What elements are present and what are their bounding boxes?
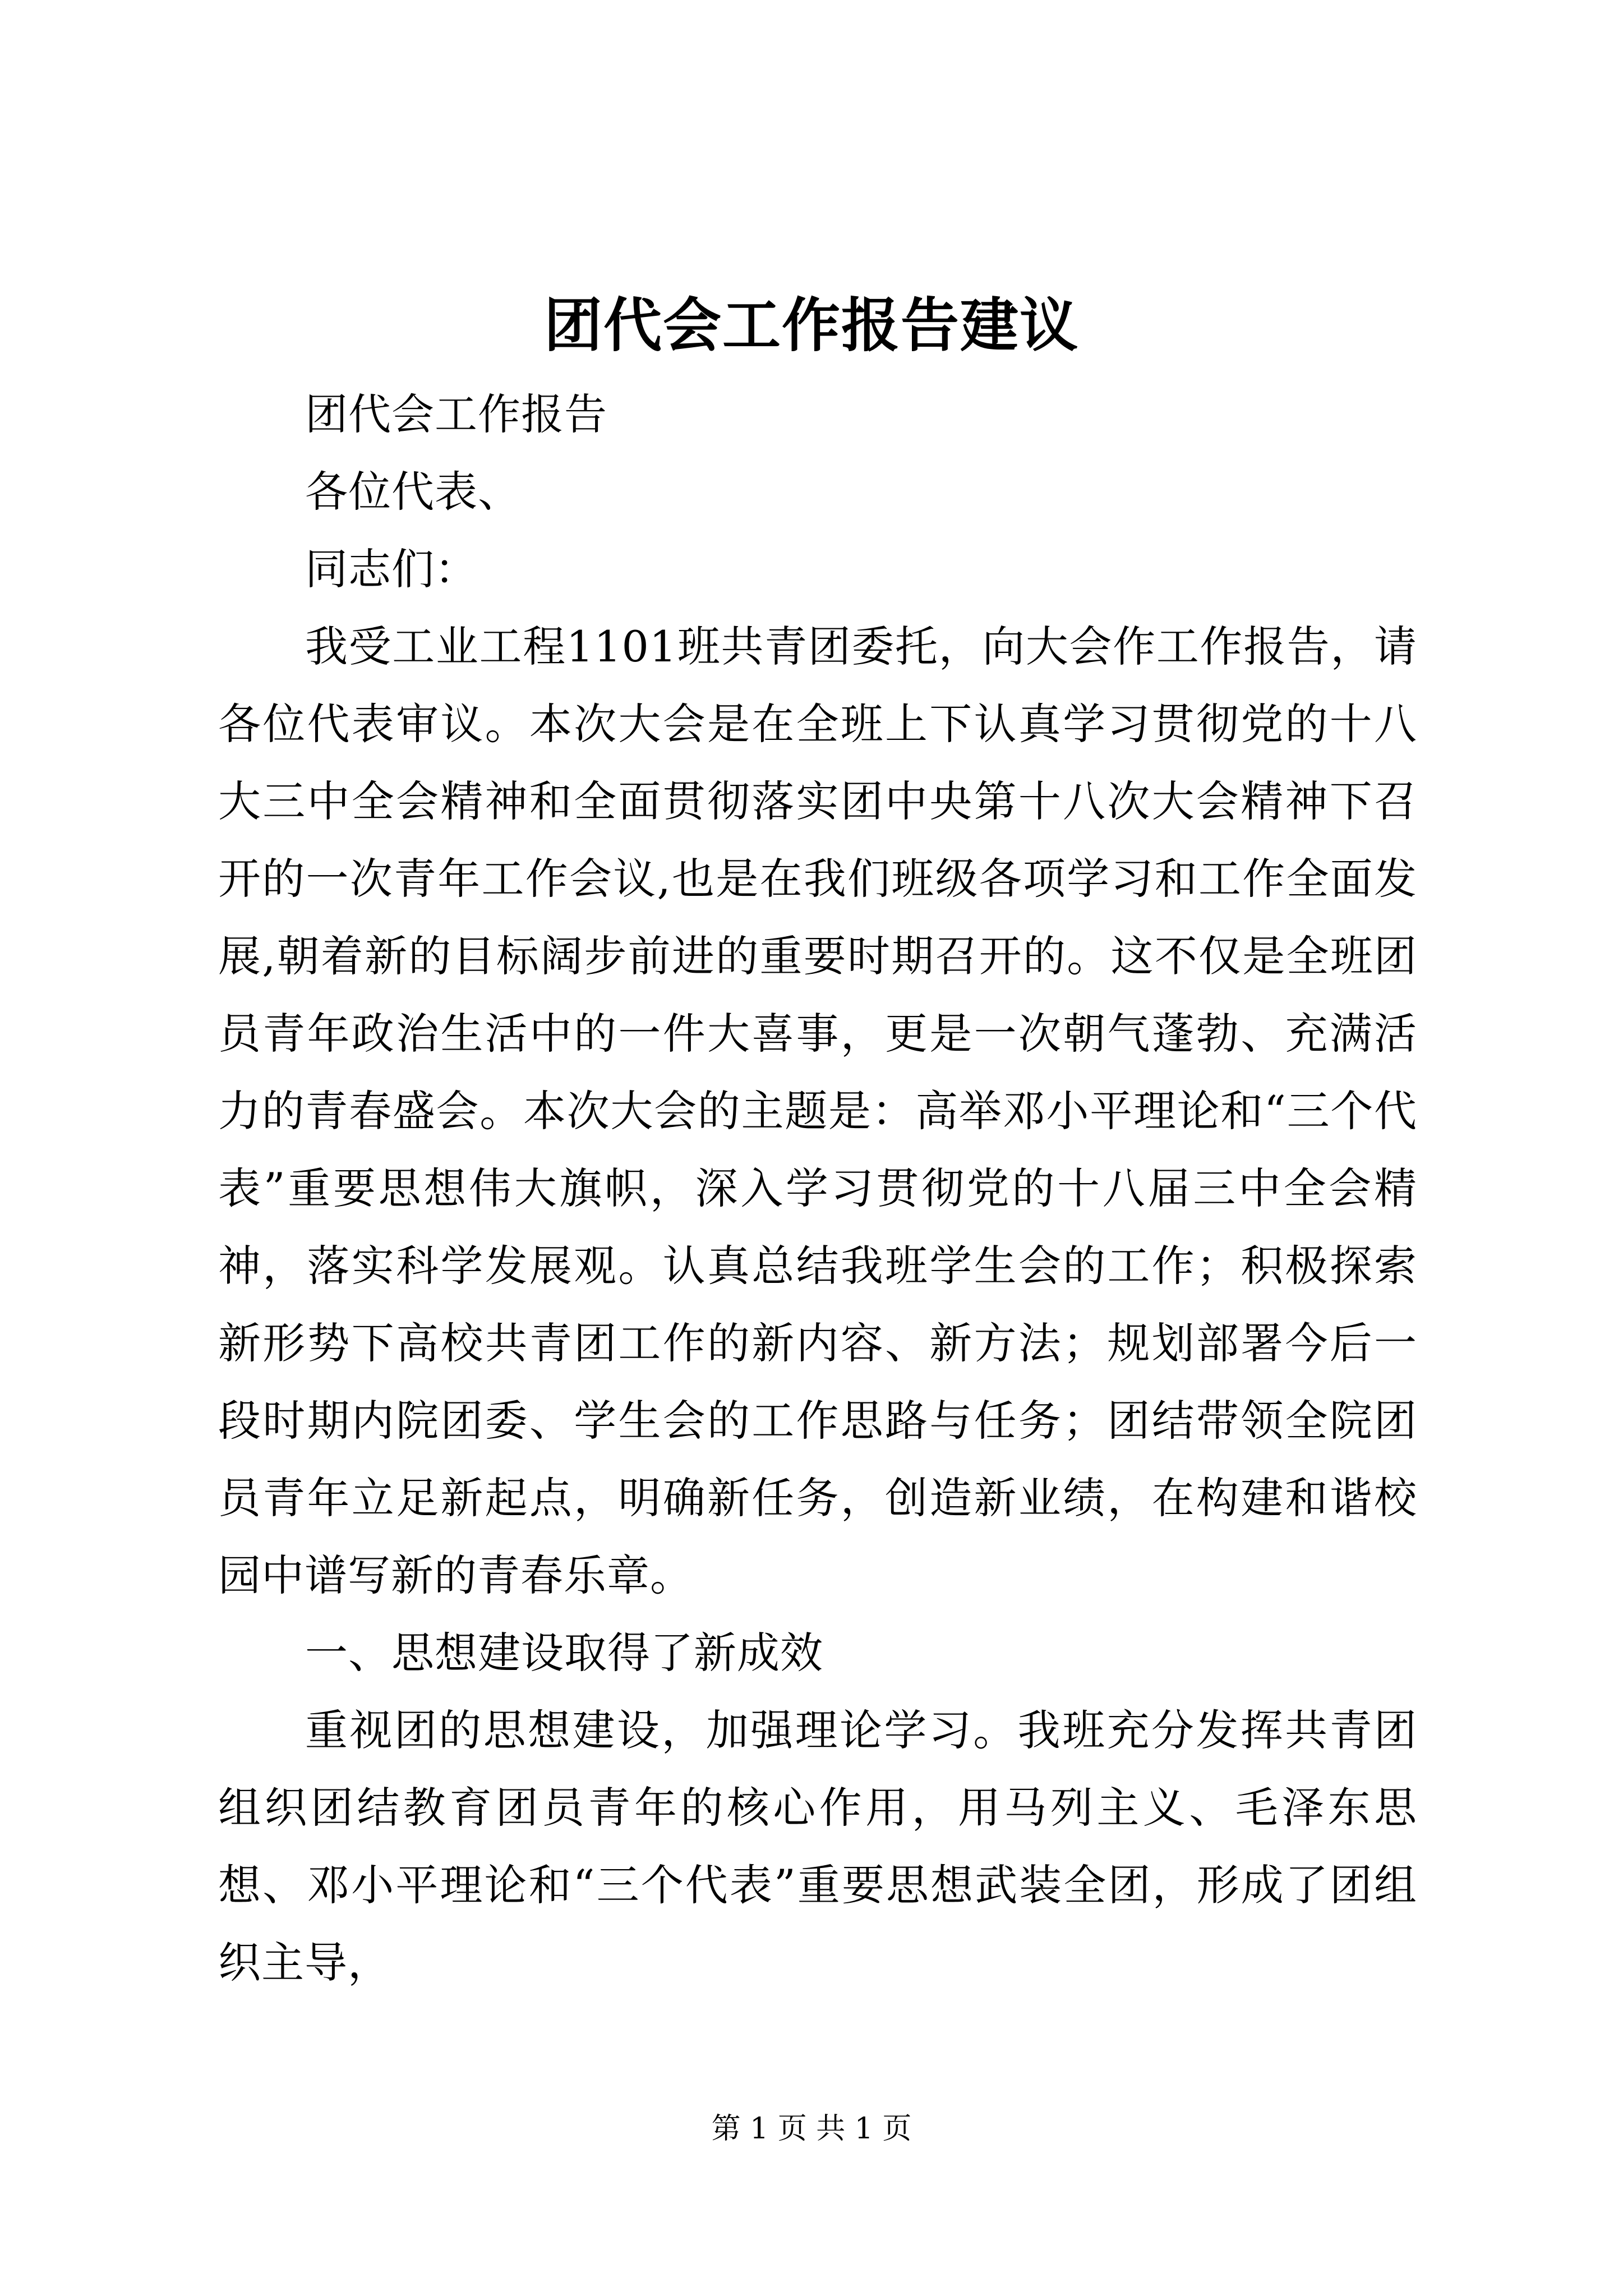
- body-paragraph: 各位代表、: [305, 467, 521, 517]
- document-title: 团代会工作报告建议: [543, 291, 1079, 360]
- document-body: [218, 376, 1417, 2001]
- body-paragraph: 重视团的思想建设，加强理论学习。我班充分发挥共青团组织团结教育团员青年的核心作用，用马列主义、毛泽东思想、邓小平理论和“三个代表”重要思想武装全团，形成了团组织主导，: [218, 1705, 1417, 1987]
- page-footer: 第 1 页 共 1 页: [711, 2112, 912, 2146]
- body-paragraph: 我受工业工程1101班共青团委托，向大会作工作报告，请各位代表审议。本次大会是在全班上下认真学习贯彻党的十八大三中全会精神和全面贯彻落实团中央第十八次大会精神下召开的一次青年工作会议,也是在我们班级各项学习和工作全面发展,朝着新的目标阔步前进的重要时期召开的。这不仅是全班团员青年政治生活中的一件大喜事，更是一次朝气蓬勃、充满活力的青春盛会。本次大会的主题是：高举邓小平理论和“三个代表”重要思想伟大旗帜，深入学习贯彻党的十八届三中全会精神，落实科学发展观。认真总结我班学生会的工作；积极探索新形势下高校共青团工作的新内容、新方法；规划部署今后一段时期内院团委、学生会的工作思路与任务；团结带领全院团员青年立足新起点，明确新任务，创造新业绩，在构建和谐校园中谱写新的青春乐章。: [218, 622, 1417, 1600]
- section-heading: 一、思想建设取得了新成效: [305, 1628, 823, 1678]
- body-paragraph: 同志们：: [305, 544, 478, 594]
- body-paragraph: 团代会工作报告: [305, 389, 607, 439]
